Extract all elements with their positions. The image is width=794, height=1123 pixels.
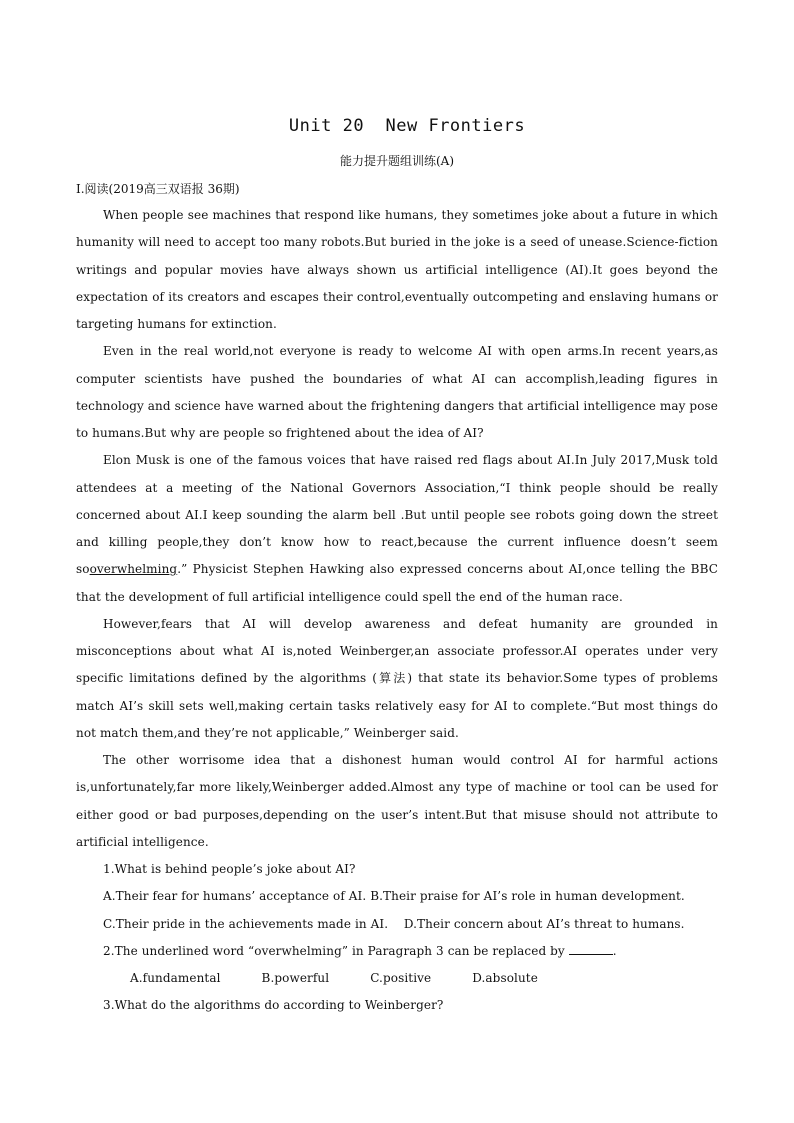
answer-blank (569, 945, 613, 955)
q1-option-a: A.Their fear for humans’ acceptance of AI. (103, 889, 367, 904)
section-heading: Ⅰ.阅读(2019高三双语报 36期) (76, 182, 240, 196)
paragraph-3-text-before: Elon Musk is one of the famous voices that have raised red flags about AI.In July 2017,Musk told attendees at a meeting of the National Governors Association,“I think people should be really concerned about AI.I keep sounding the alarm bell .But until people see robots going down the street and killing people,they don’t know how to react,because the current influence doesn’t seem so (76, 453, 718, 577)
paragraph-4: However,fears that AI will develop awareness and defeat humanity are grounded in misconceptions about what AI is,noted Weinberger,an associate professor.AI operates under very specific limitations defined by the algorithms (算法) that state its behavior.Some types of problems match AI’s skill sets well,making certain tasks relatively easy for AI to complete.“But most things do not match them,and they’re not applicable,” Weinberger said. (76, 616, 718, 740)
question-1-options-row-1 (76, 883, 718, 910)
question-3: 3.What do the algorithms do according to Weinberger? (103, 998, 444, 1013)
paragraph-3 (76, 447, 718, 611)
question-2-text: 2.The underlined word “overwhelming” in Paragraph 3 can be replaced by (103, 943, 565, 958)
q1-option-c: C.Their pride in the achievements made in AI. (103, 916, 389, 931)
paragraph-2: Even in the real world,not everyone is ready to welcome AI with open arms.In recent years,as computer scientists have pushed the boundaries of what AI can accomplish,leading figures in technology and science have warned about the frightening dangers that artificial intelligence may pose to humans.But why are people so frightened about the idea of AI? (76, 344, 718, 440)
q2-option-b: B.powerful (261, 971, 330, 985)
page-title: Unit 20 New Frontiers (288, 116, 526, 136)
question-1-options-row-2 (76, 911, 718, 938)
q1-option-d: D.Their concern about AI’s threat to humans. (403, 916, 685, 931)
page-subtitle: 能力提升题组训练(A) (339, 154, 455, 168)
underlined-word: overwhelming (89, 562, 178, 577)
paragraph-5: The other worrisome idea that a dishonest human would control AI for harmful actions is,unfortunately,far more likely,Weinberger added.Almost any type of machine or tool can be used for either good or bad purposes,depending on the user’s intent.But that misuse should not attribute to artificial intelligence. (76, 753, 718, 849)
paragraph-1: When people see machines that respond like humans, they sometimes joke about a future in which humanity will need to accept too many robots.But buried in the joke is a seed of unease.Science-fiction writings and popular movies have always shown us artificial intelligence (AI).It goes beyond the expectation of its creators and escapes their control,eventually outcompeting and enslaving humans or targeting humans for extinction. (76, 208, 718, 331)
q2-option-a: A.fundamental (130, 971, 221, 985)
paragraph-3-text-after: .” Physicist Stephen Hawking also expressed concerns about AI,once telling the BBC that the development of full artificial intelligence could spell the end of the human race. (76, 562, 718, 604)
reading-body (76, 202, 718, 1020)
q2-option-d: D.absolute (472, 971, 538, 985)
q2-option-c: C.positive (370, 971, 432, 985)
question-1: 1.What is behind people’s joke about AI? (103, 862, 356, 876)
question-2-end: . (612, 943, 617, 958)
q1-option-b: B.Their praise for AI’s role in human development. (370, 889, 685, 904)
question-2-options (76, 965, 718, 992)
question-2 (76, 938, 718, 965)
